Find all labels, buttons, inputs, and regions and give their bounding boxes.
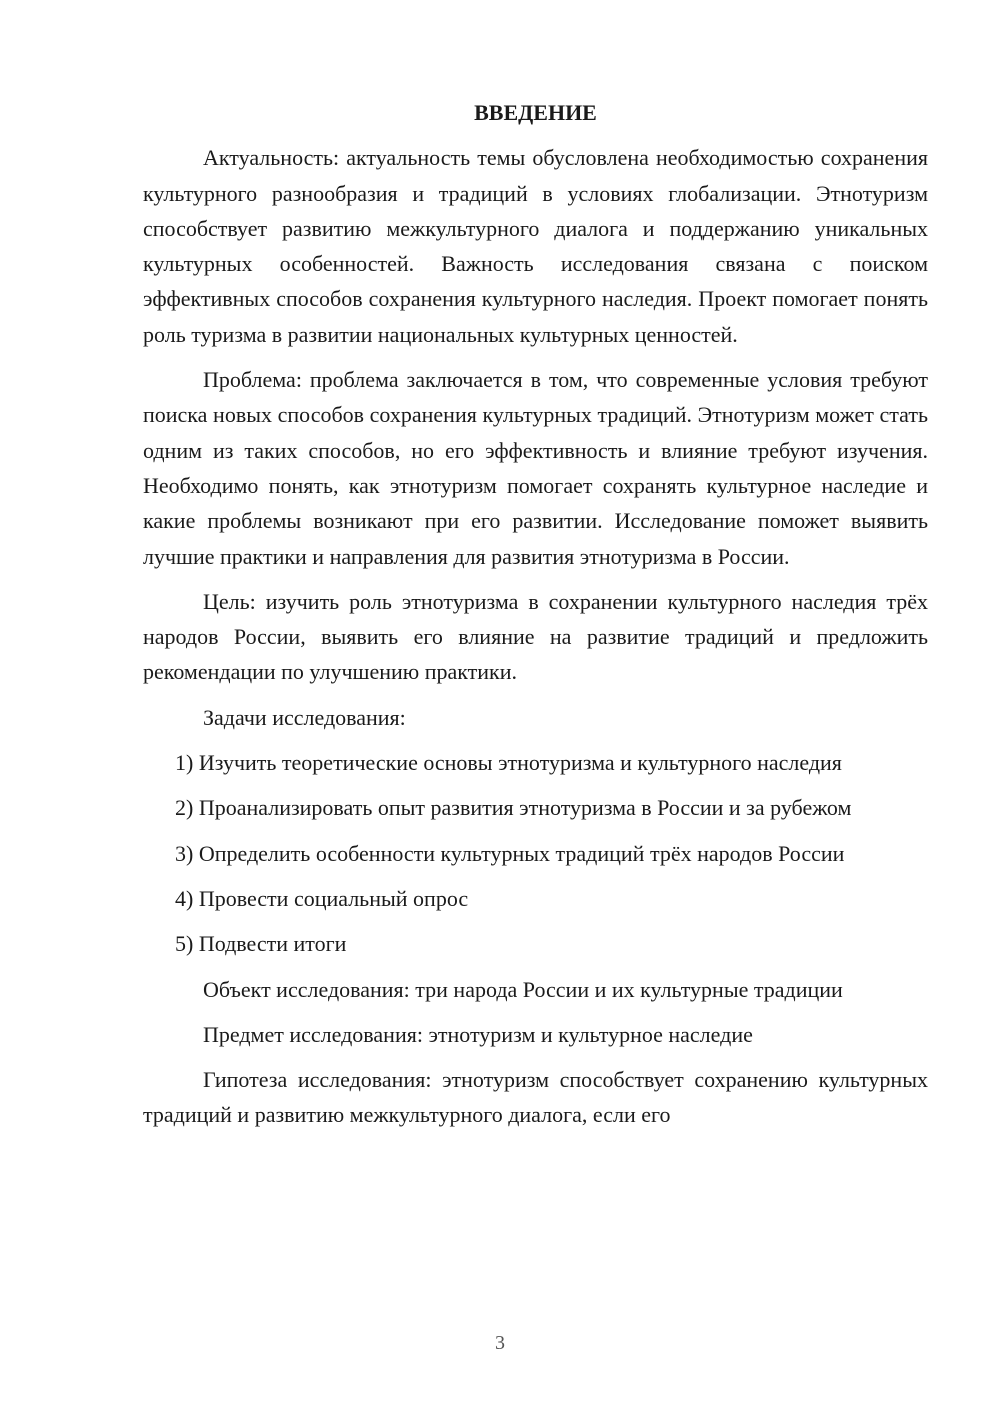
hypothesis-paragraph: Гипотеза исследования: этнотуризм способствует сохранению культурных традиций и развитию межкультурного диалога, если его	[143, 1067, 928, 1128]
subject-paragraph: Предмет исследования: этнотуризм и культурное наследие	[203, 1021, 753, 1047]
task-item: 2) Проанализировать опыт развития этнотуризма в России и за рубежом	[175, 795, 852, 821]
section-title: ВВЕДЕНИЕ	[474, 100, 597, 125]
task-item: 5) Подвести итоги	[175, 931, 347, 957]
task-item: 1) Изучить теоретические основы этнотуризма и культурного наследия	[175, 750, 842, 776]
task-item: 3) Определить особенности культурных традиций трёх народов России	[175, 840, 845, 866]
problem-paragraph: Проблема: проблема заключается в том, что современные условия требуют поиска новых способов сохранения культурных традиций. Этнотуризм может стать одним из таких способов, но его эффективность и влияние требуют изучения. Необходимо понять, как этнотуризм помогает сохранять культурное наследие и какие проблемы возникают при его развитии. Исследование поможет выявить лучшие практики и направления для развития этнотуризма в России.	[143, 367, 928, 569]
tasks-heading: Задачи исследования:	[203, 704, 406, 730]
task-item: 4) Провести социальный опрос	[175, 885, 469, 911]
object-paragraph: Объект исследования: три народа России и их культурные традиции	[203, 976, 843, 1002]
relevance-paragraph: Актуальность: актуальность темы обусловлена необходимостью сохранения культурного разнообразия и традиций в условиях глобализации. Этнотуризм способствует развитию межкультурного диалога и поддержанию уникальных культурных особенностей. Важность исследования связана с поиском эффективных способов сохранения культурного наследия. Проект помогает понять роль туризма в развитии национальных культурных ценностей.	[143, 145, 928, 347]
document-page	[143, 95, 928, 1143]
goal-paragraph: Цель: изучить роль этнотуризма в сохранении культурного наследия трёх народов России, выявить его влияние на развитие традиций и предложить рекомендации по улучшению практики.	[143, 588, 928, 685]
page-number: 3	[495, 1332, 505, 1354]
